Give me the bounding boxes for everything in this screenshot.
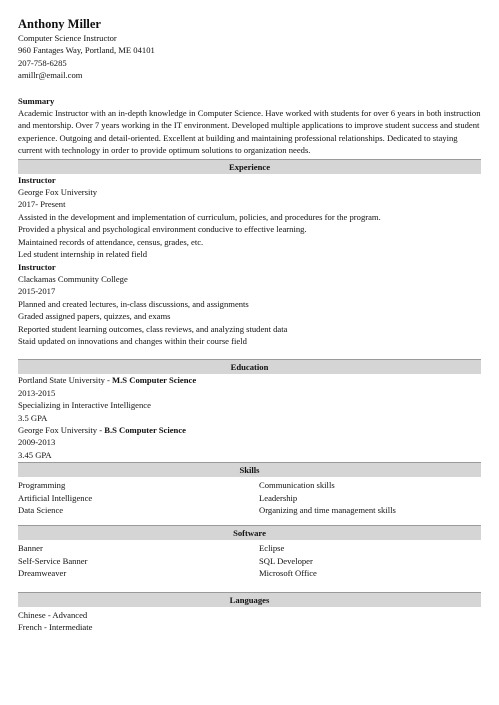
skills-heading: Skills bbox=[18, 462, 481, 477]
education-dates: 2009-2013 bbox=[18, 437, 56, 448]
job-duty: Staid updated on innovations and changes within their course field bbox=[18, 335, 247, 346]
skill-item: Organizing and time management skills bbox=[259, 505, 396, 515]
skill-item: Programming bbox=[18, 480, 66, 491]
job-role: Instructor bbox=[18, 261, 56, 272]
candidate-phone: 207-758-6285 bbox=[18, 57, 67, 68]
job-duty: Reported student learning outcomes, class reviews, and analyzing student data bbox=[18, 323, 288, 334]
software-columns bbox=[18, 542, 481, 579]
education-gpa: 3.45 GPA bbox=[18, 449, 52, 460]
education-entry bbox=[18, 424, 481, 461]
software-item: Self-Service Banner bbox=[18, 555, 88, 566]
education-school: Portland State University - bbox=[18, 375, 113, 386]
software-section bbox=[18, 525, 481, 579]
job-duty: Planned and created lectures, in-class discussions, and assignments bbox=[18, 298, 249, 309]
candidate-title: Computer Science Instructor bbox=[18, 33, 117, 43]
languages-section bbox=[18, 592, 481, 634]
education-dates: 2013-2015 bbox=[18, 387, 56, 398]
job-duty: Provided a physical and psychological environment conducive to effective learning. bbox=[18, 224, 307, 235]
language-item: Chinese - Advanced bbox=[18, 609, 88, 620]
languages-list bbox=[18, 609, 481, 634]
job-duty: Led student internship in related field bbox=[18, 249, 148, 260]
software-item: Dreamweaver bbox=[18, 568, 67, 579]
job-entry bbox=[18, 261, 481, 348]
job-organization: Clackamas Community College bbox=[18, 273, 128, 284]
education-detail: Specializing in Interactive Intelligence bbox=[18, 400, 151, 411]
software-item: Microsoft Office bbox=[259, 568, 317, 579]
resume-content bbox=[18, 16, 481, 633]
education-section bbox=[18, 359, 481, 461]
experience-section bbox=[18, 159, 481, 348]
education-entry bbox=[18, 374, 481, 424]
skill-item: Artificial Intelligence bbox=[18, 492, 93, 503]
summary-heading: Summary bbox=[18, 95, 55, 106]
skills-section bbox=[18, 462, 481, 516]
skills-columns bbox=[18, 479, 481, 516]
education-degree: M.S Computer Science bbox=[112, 375, 197, 386]
skills-left-column bbox=[18, 479, 259, 516]
job-entry bbox=[18, 174, 481, 261]
software-left-column bbox=[18, 542, 259, 579]
education-school-line bbox=[18, 374, 481, 386]
education-gpa: 3.5 GPA bbox=[18, 412, 48, 423]
job-duty: Graded assigned papers, quizzes, and exams bbox=[18, 311, 171, 322]
software-item: Eclipse bbox=[259, 543, 285, 554]
job-organization: George Fox University bbox=[18, 187, 98, 198]
job-role: Instructor bbox=[18, 174, 56, 185]
candidate-email: amillr@email.com bbox=[18, 70, 83, 81]
software-item: Banner bbox=[18, 543, 43, 554]
languages-heading: Languages bbox=[18, 592, 481, 607]
skill-item: Data Science bbox=[18, 505, 64, 515]
software-heading: Software bbox=[18, 525, 481, 540]
skill-item: Leadership bbox=[259, 492, 298, 503]
job-dates: 2015-2017 bbox=[18, 286, 56, 297]
education-heading: Education bbox=[18, 359, 481, 374]
education-school-line bbox=[18, 424, 481, 436]
skill-item: Communication skills bbox=[259, 480, 335, 491]
skills-right-column bbox=[259, 479, 481, 516]
software-right-column bbox=[259, 542, 481, 579]
job-duty: Assisted in the development and implementation of curriculum, policies, and procedures for the program. bbox=[18, 211, 381, 222]
candidate-name: Anthony Miller bbox=[18, 17, 101, 31]
job-dates: 2017- Present bbox=[18, 199, 66, 210]
job-duty: Maintained records of attendance, census, grades, etc. bbox=[18, 236, 204, 247]
experience-heading: Experience bbox=[18, 159, 481, 174]
software-item: SQL Developer bbox=[259, 555, 313, 566]
contact-header bbox=[18, 16, 481, 82]
summary-text: Academic Instructor with an in-depth knowledge in Computer Science. Have worked with students for over 6 years in both instruction and mentorship. Over 7 years working in the IT environment. Developed multiple applications to improve student success and student experience. Outgoing and detail-oriented. Excellent at building and maintaining professional relationships. Dedicated to staying current with technology in order to provide optimum solutions to organization needs. bbox=[18, 108, 481, 156]
language-item: French - Intermediate bbox=[18, 622, 93, 633]
education-school: George Fox University - bbox=[18, 424, 105, 435]
candidate-address: 960 Fantages Way, Portland, ME 04101 bbox=[18, 45, 155, 56]
education-degree: B.S Computer Science bbox=[104, 424, 186, 435]
summary-section bbox=[18, 95, 481, 157]
